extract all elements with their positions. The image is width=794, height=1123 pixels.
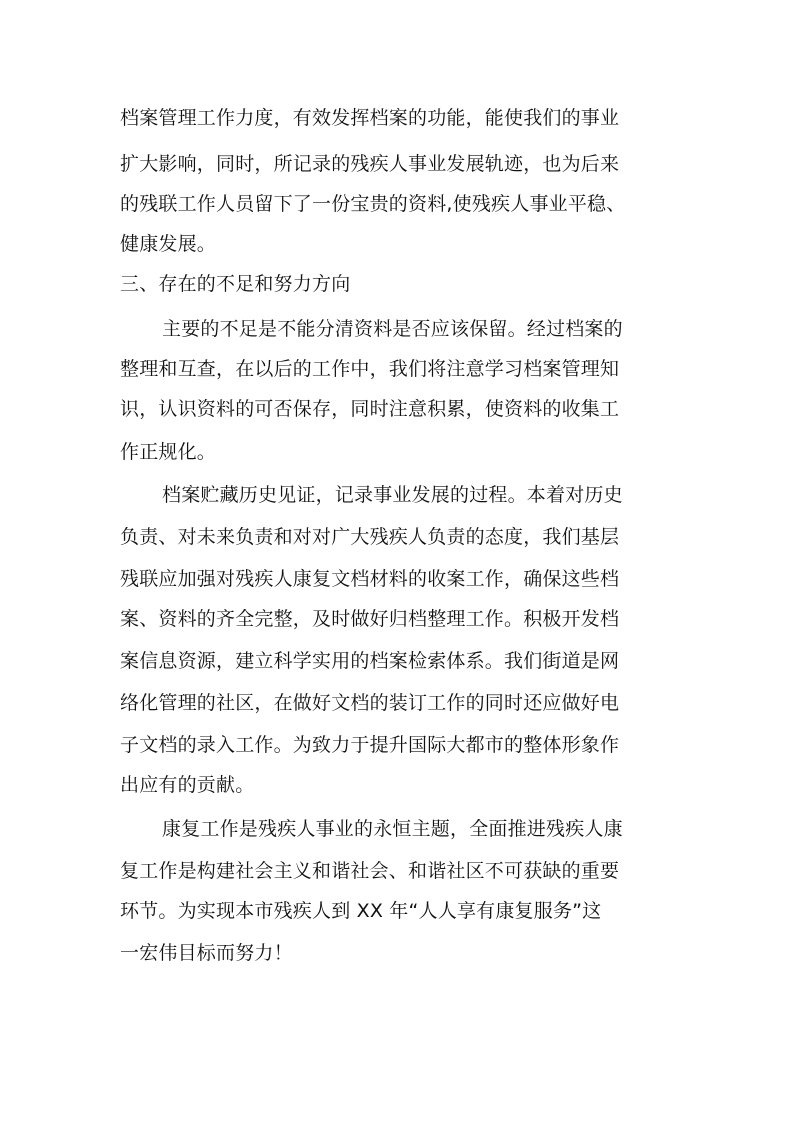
paragraph-line: 残联应加强对残疾人康复文档材料的收案工作，确保这些档 [120,568,620,590]
paragraph-line: 健康发展。 [120,233,217,255]
paragraph-line: 环节。为实现本市残疾人到 XX 年“人人享有康复服务”这 [120,900,602,922]
paragraph-line: 络化管理的社区，在做好文档的装订工作的同时还应做好电 [120,692,620,714]
paragraph-line: 扩大影响，同时，所记录的残疾人事业发展轨迹，也为后来 [120,153,620,175]
paragraph-line: 案信息资源，建立科学实用的档案检索体系。我们街道是网 [120,650,620,672]
paragraph-line: 出应有的贡献。 [120,774,255,796]
paragraph-line: 整理和互查，在以后的工作中，我们将注意学习档案管理知 [120,358,620,380]
paragraph-line: 档案贮藏历史见证，记录事业发展的过程。本着对历史 [162,484,623,506]
paragraph-line: 作正规化。 [120,441,217,463]
paragraph-line: 康复工作是残疾人事业的永恒主题，全面推进残疾人康 [162,818,623,840]
paragraph-line: 负责、对未来负责和对对广大残疾人负责的态度，我们基层 [120,526,620,548]
paragraph-line: 的残联工作人员留下了一份宝贵的资料,使残疾人事业平稳、 [120,193,626,215]
paragraph-line: 复工作是构建社会主义和谐社会、和谐社区不可获缺的重要 [120,860,620,882]
paragraph-line: 主要的不足是不能分清资料是否应该保留。经过档案的 [162,318,623,340]
paragraph-line: 案、资料的齐全完整，及时做好归档整理工作。积极开发档 [120,608,620,630]
paragraph-line: 识，认识资料的可否保存，同时注意积累，使资料的收集工 [120,398,620,420]
section-heading: 三、存在的不足和努力方向 [120,273,351,295]
paragraph-line: 一宏伟目标而努力！ [120,942,293,964]
paragraph-line: 档案管理工作力度，有效发挥档案的功能，能使我们的事业 [120,107,620,129]
paragraph-line: 子文档的录入工作。为致力于提升国际大都市的整体形象作 [120,734,620,756]
